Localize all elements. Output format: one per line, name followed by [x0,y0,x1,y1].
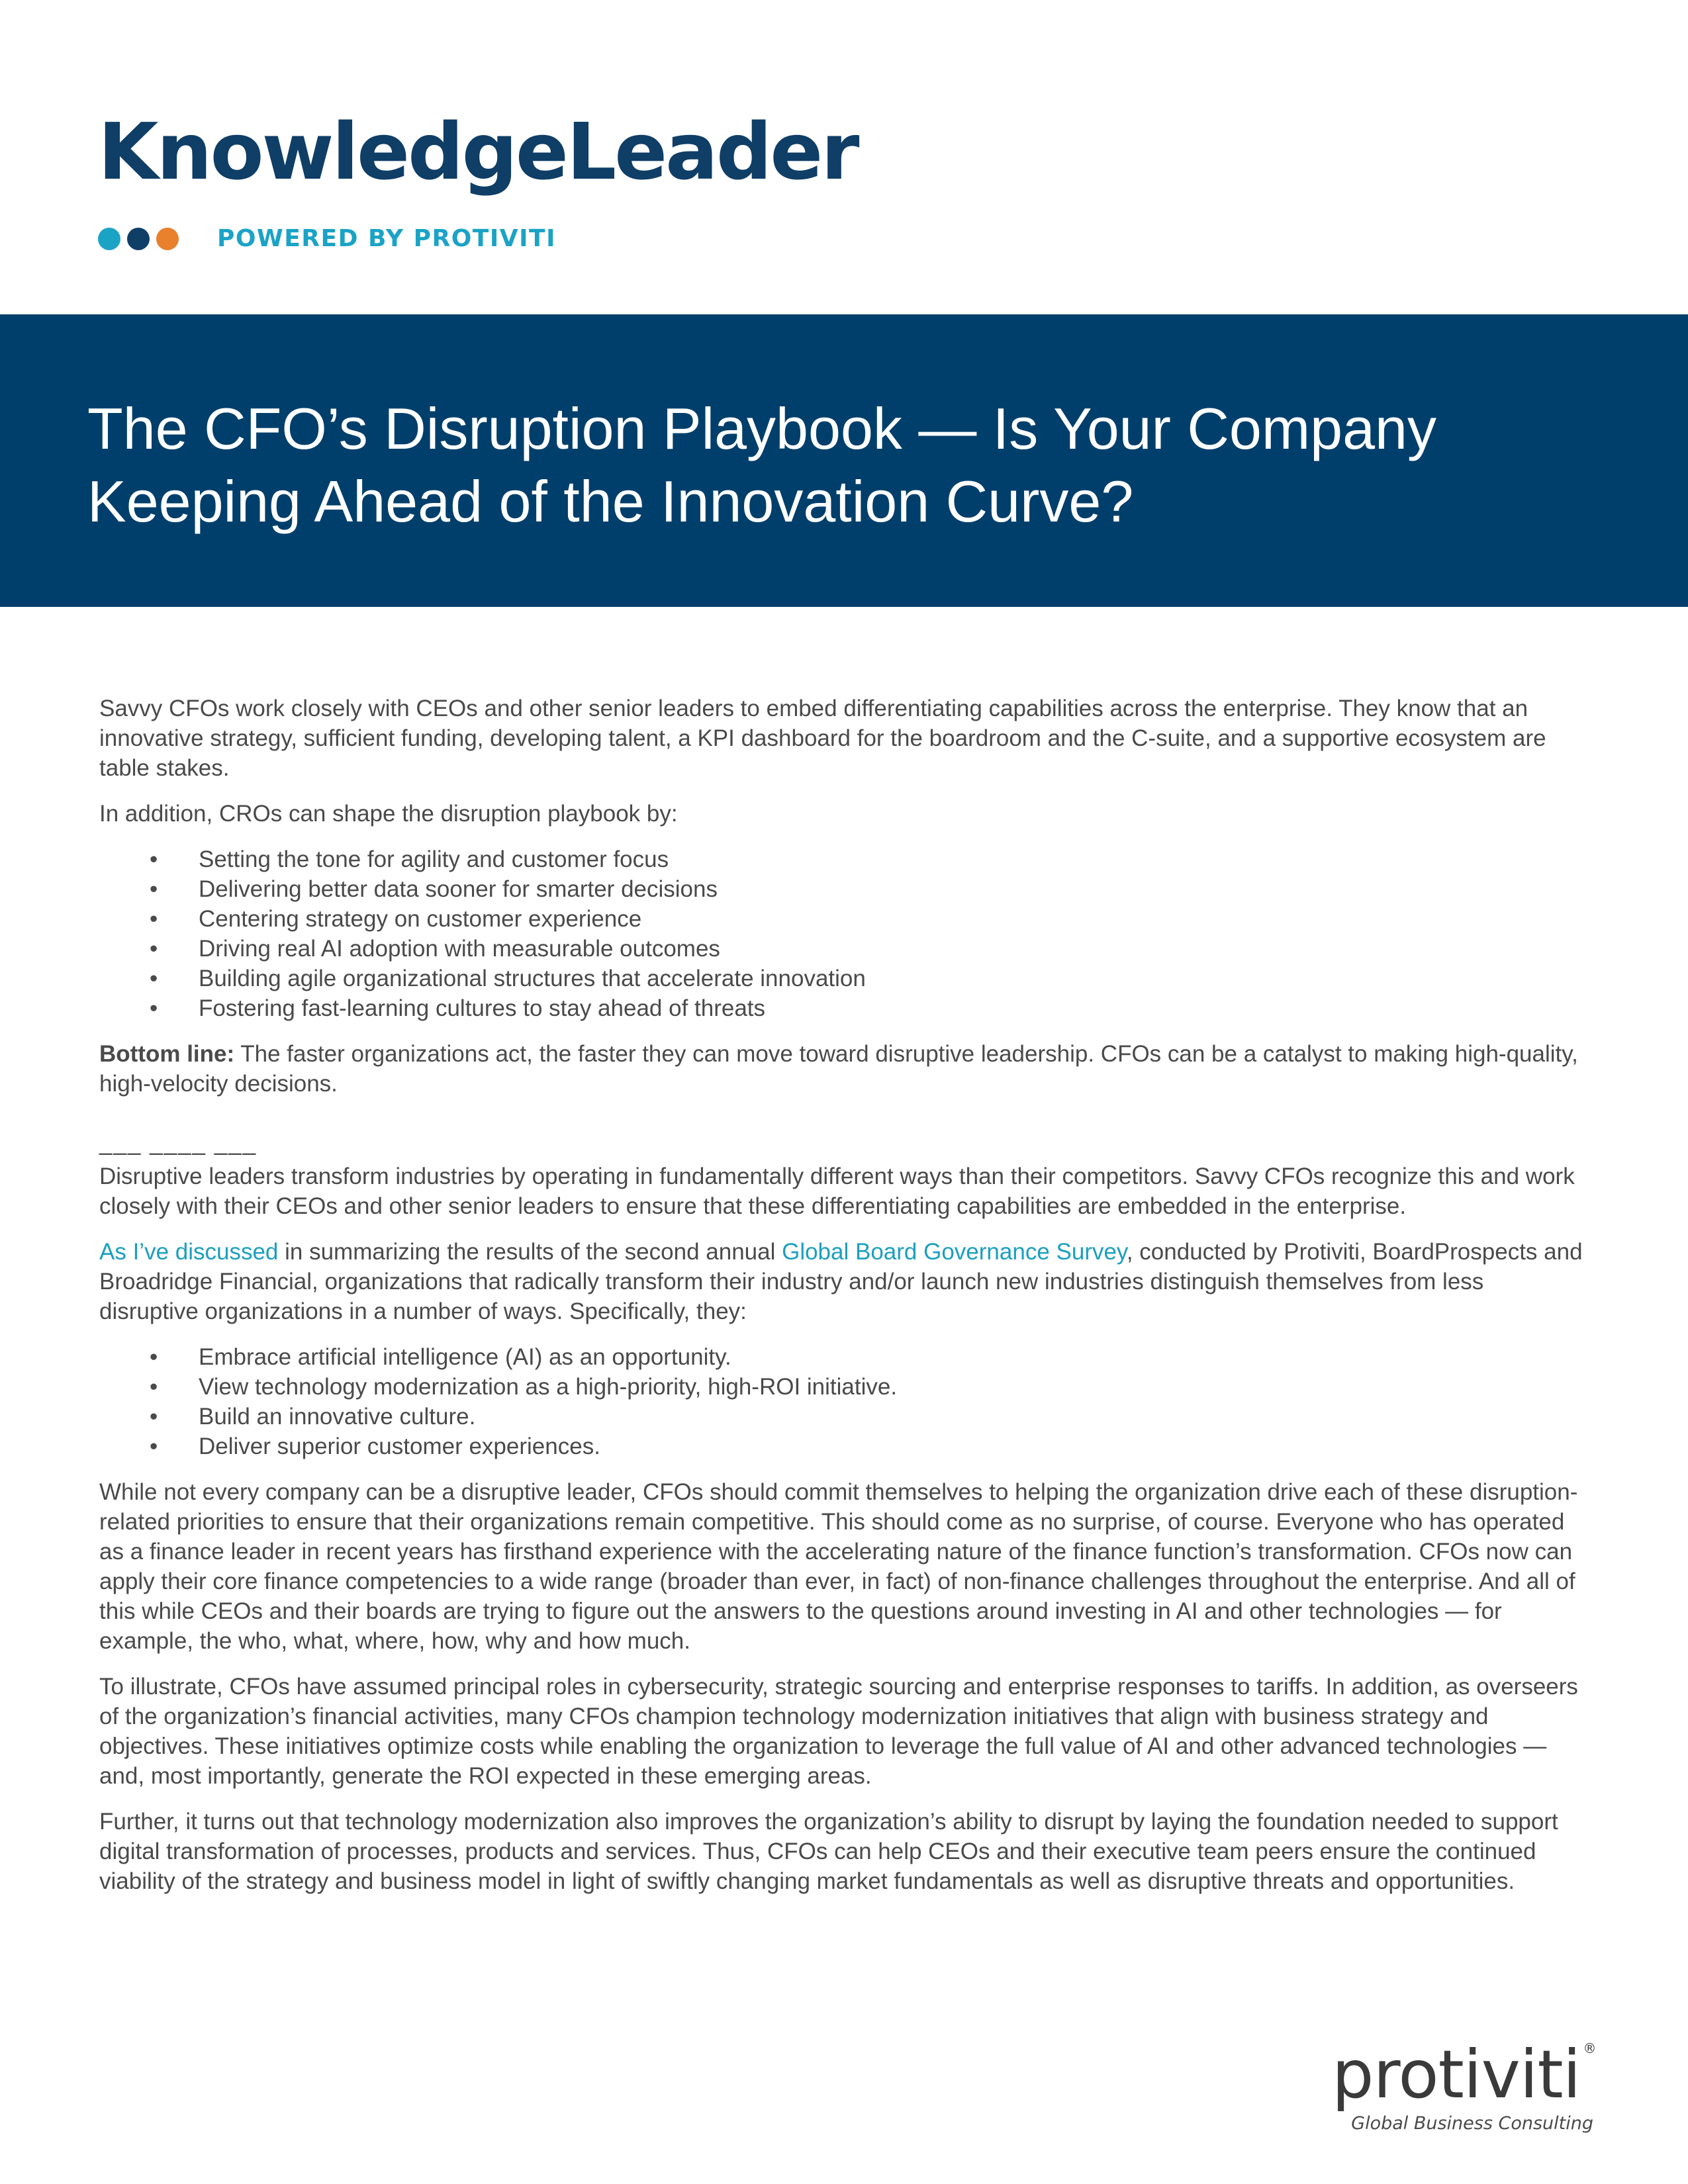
playbook-intro: In addition, CROs can shape the disruption playbook by: [99,801,678,827]
bullet-icon: • [150,876,158,902]
survey-paragraph: As I’ve discussed in summarizing the results of the second annual Global Board Governance Survey, conducted by Protiviti, BoardProspects and Broadridge Financial, organizations that radically transform their industry and/or launch new industries distinguish themselves from less disruptive organizations in a number of ways. Specifically, they: [99,1239,1583,1324]
protiviti-wordmark: protiviti [1332,2036,1581,2113]
bullet-icon: • [150,1344,158,1370]
bullet-icon: • [150,1433,158,1459]
powered-by-label: POWERED BY PROTIVITI [217,225,556,252]
bullet-icon: • [150,1404,158,1430]
intro-paragraph: Savvy CFOs work closely with CEOs and other senior leaders to embed differentiating capabilities across the enterprise. They know that an innovative strategy, sufficient funding, developing talent, a KPI dashboard for the boardroom and the C-suite, and a supportive ecosystem are table stakes. [99,696,1546,781]
list-item: • Embrace artificial intelligence (AI) as an opportunity. [99,1342,1589,1372]
bullet-icon: • [150,846,158,872]
bullet-icon: • [150,1374,158,1400]
bottom-line-label: Bottom line: [99,1041,235,1067]
bullet-icon: • [150,966,158,991]
modernization-paragraph: Further, it turns out that technology modernization also improves the organization’s ability to disrupt by laying the foundation needed to support digital transformation of processes, products and services. Thus, CFOs can help CEOs and their executive team peers ensure the continued viability of the strategy and business model in light of swiftly changing market fundamentals as well as disruptive threats and opportunities. [99,1809,1558,1894]
bullet-icon: • [150,936,158,962]
bullet-icon: • [150,906,158,932]
list-item: • Driving real AI adoption with measurable outcomes [99,934,1589,964]
list-item: • Fostering fast-learning cultures to stay ahead of threats [99,993,1589,1023]
dot-orange-icon [156,228,179,250]
article-body [99,694,1589,1912]
bottom-line-paragraph: Bottom line: The faster organizations act, the faster they can move toward disruptive leadership. CFOs can be a catalyst to making high-quality, high-velocity decisions. [99,1041,1578,1097]
list-item: • Deliver superior customer experiences. [99,1432,1589,1461]
illustrate-paragraph: To illustrate, CFOs have assumed principal roles in cybersecurity, strategic sourcing and enterprise responses to tariffs. In addition, as overseers of the organization’s financial activities, many CFOs champion technology modernization initiatives that align with business strategy and objectives. These initiatives optimize costs while enabling the organization to leverage the full value of AI and other advanced technologies — and, most importantly, generate the ROI expected in these emerging areas. [99,1674,1578,1789]
list-item: • Delivering better data sooner for smarter decisions [99,874,1589,904]
powered-by-row [98,225,858,252]
protiviti-tagline: Global Business Consulting [1351,2113,1593,2134]
playbook-list [99,844,1589,1023]
title-line-1: The CFO’s Disruption Playbook — Is Your Company [87,396,1436,461]
brand-dots-icon [98,228,179,250]
title-banner [0,314,1688,607]
priorities-paragraph: While not every company can be a disruptive leader, CFOs should commit themselves to helping the organization drive each of these disruption-related priorities to ensure that their organizations remain competitive. This should come as no surprise, of course. Everyone who has operated as a finance leader in recent years has firsthand experience with the accelerating nature of the finance function’s transformation. CFOs now can apply their core finance competencies to a wide range (broader than ever, in fact) of non-finance challenges throughout the enterprise. And all of this while CEOs and their boards are trying to figure out the answers to the questions around investing in AI and other technologies — for example, the who, what, where, how, why and how much. [99,1479,1578,1654]
list-item: • Building agile organizational structures that accelerate innovation [99,964,1589,993]
header [98,106,858,252]
page-title [87,392,1610,538]
list-item: • Setting the tone for agility and customer focus [99,844,1589,874]
distinguishing-list [99,1342,1589,1461]
knowledgeleader-logo[interactable]: KnowledgeLeader [98,106,858,197]
as-ive-discussed-link[interactable]: As I’ve discussed [99,1239,279,1265]
dot-navy-icon [127,228,150,250]
title-line-2: Keeping Ahead of the Innovation Curve? [87,469,1134,534]
protiviti-logo[interactable] [1332,2036,1596,2134]
section-separator: ___ ____ ___ [99,1130,258,1156]
list-item: • Build an innovative culture. [99,1402,1589,1432]
disruptive-leaders-paragraph: Disruptive leaders transform industries by operating in fundamentally different ways than their competitors. Savvy CFOs recognize this and work closely with their CEOs and other senior leaders to ensure that these differentiating capabilities are embedded in the enterprise. [99,1163,1575,1219]
list-item: • View technology modernization as a high-priority, high-ROI initiative. [99,1372,1589,1402]
dot-teal-icon [98,228,120,250]
list-item: • Centering strategy on customer experience [99,904,1589,934]
bullet-icon: • [150,995,158,1021]
registered-mark: ® [1583,2040,1596,2056]
global-board-governance-survey-link[interactable]: Global Board Governance Survey [782,1239,1127,1265]
